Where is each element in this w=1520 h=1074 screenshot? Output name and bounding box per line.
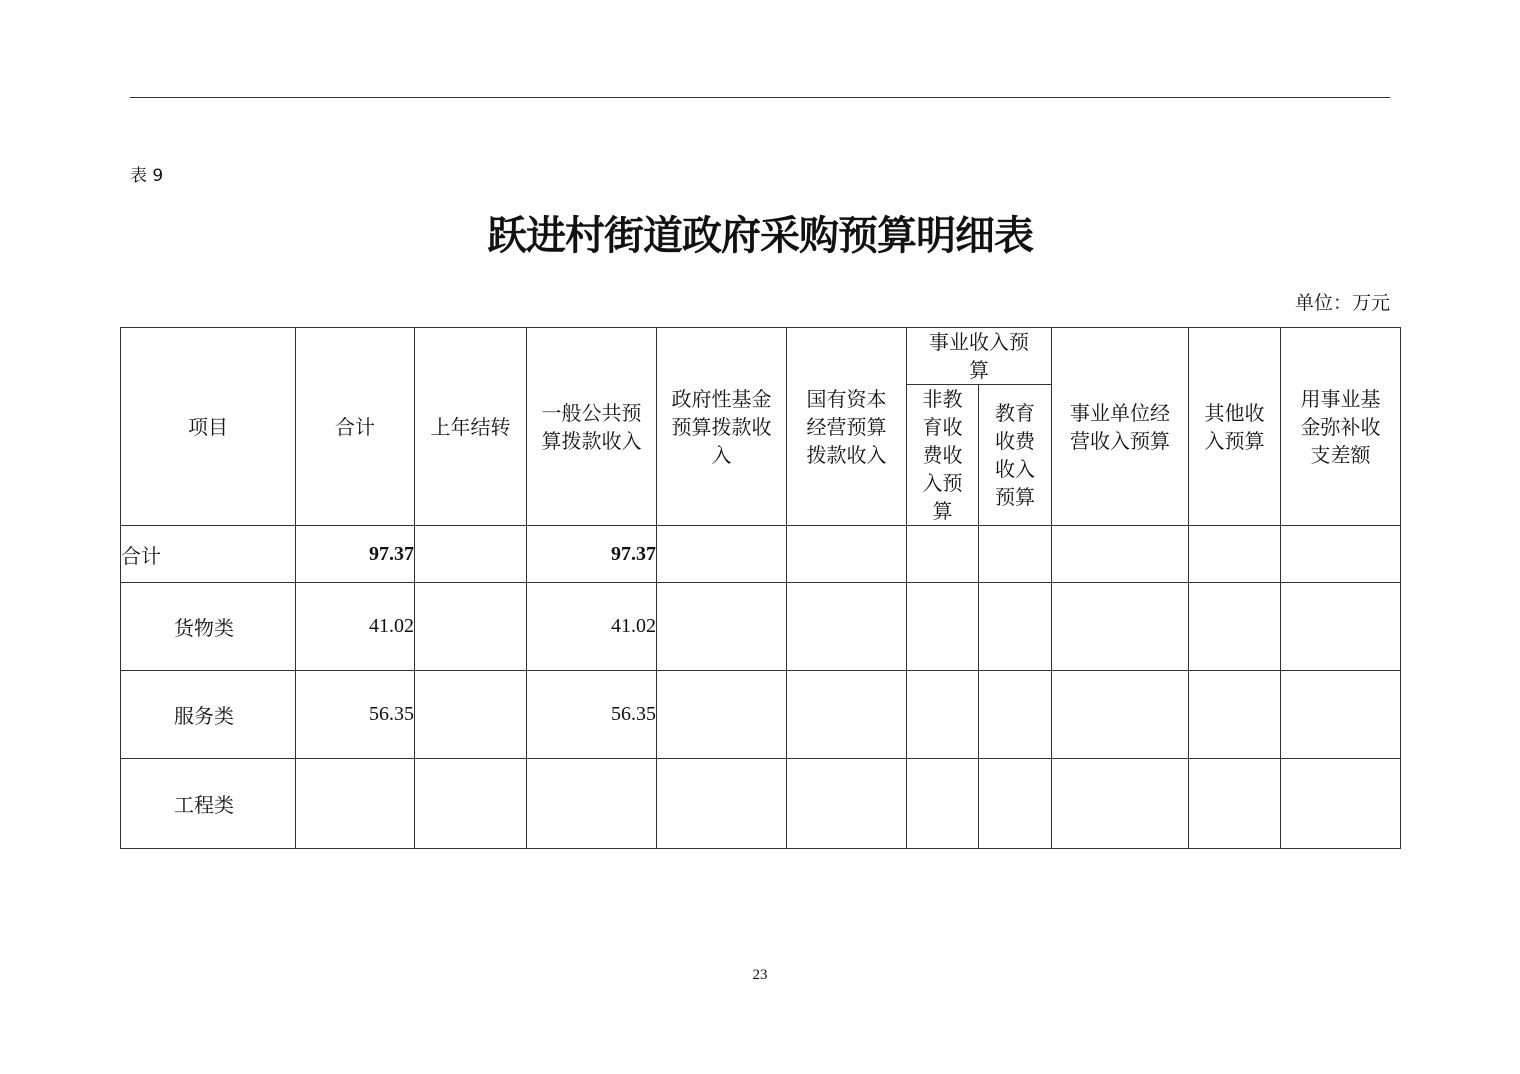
cell-item: 货物类 xyxy=(121,583,296,671)
cell-state-capital xyxy=(787,526,907,583)
cell-carryover xyxy=(415,759,527,849)
cell-general-public: 56.35 xyxy=(527,671,657,759)
cell-fund-offset xyxy=(1281,583,1401,671)
cell-other xyxy=(1189,759,1281,849)
cell-other xyxy=(1189,526,1281,583)
cell-fund-offset xyxy=(1281,759,1401,849)
cell-operating xyxy=(1052,583,1189,671)
cell-gov-fund xyxy=(657,526,787,583)
cell-edu-fee xyxy=(979,759,1052,849)
table-row xyxy=(121,583,1401,671)
cell-state-capital xyxy=(787,583,907,671)
cell-fund-offset xyxy=(1281,526,1401,583)
cell-total xyxy=(296,759,415,849)
header-state-capital: 国有资本经营预算拨款收入 xyxy=(787,328,907,526)
cell-operating xyxy=(1052,526,1189,583)
cell-carryover xyxy=(415,583,527,671)
header-general-public: 一般公共预算拨款收入 xyxy=(527,328,657,526)
header-non-edu-fee: 非教育收费收入预算 xyxy=(907,385,979,526)
page-title: 跃进村街道政府采购预算明细表 xyxy=(487,213,1033,259)
header-total: 合计 xyxy=(296,328,415,526)
cell-non-edu-fee xyxy=(907,583,979,671)
cell-total: 56.35 xyxy=(296,671,415,759)
cell-item: 服务类 xyxy=(121,671,296,759)
header-carryover: 上年结转 xyxy=(415,328,527,526)
cell-non-edu-fee xyxy=(907,671,979,759)
cell-general-public: 41.02 xyxy=(527,583,657,671)
cell-other xyxy=(1189,671,1281,759)
header-fund-offset: 用事业基金弥补收支差额 xyxy=(1281,328,1401,526)
cell-fund-offset xyxy=(1281,671,1401,759)
cell-non-edu-fee xyxy=(907,526,979,583)
header-gov-fund: 政府性基金预算拨款收入 xyxy=(657,328,787,526)
page-number: 23 xyxy=(752,967,768,983)
header-rule xyxy=(130,97,1390,98)
header-operating: 事业单位经营收入预算 xyxy=(1052,328,1189,526)
cell-operating xyxy=(1052,759,1189,849)
cell-state-capital xyxy=(787,759,907,849)
table-row xyxy=(121,526,1401,583)
cell-edu-fee xyxy=(979,526,1052,583)
cell-non-edu-fee xyxy=(907,759,979,849)
header-other: 其他收入预算 xyxy=(1189,328,1281,526)
table-row xyxy=(121,759,1401,849)
table-row xyxy=(121,671,1401,759)
cell-general-public: 97.37 xyxy=(527,526,657,583)
budget-table xyxy=(120,327,1401,849)
cell-item: 合计 xyxy=(121,526,296,583)
table-label: 表 9 xyxy=(130,166,164,186)
cell-edu-fee xyxy=(979,583,1052,671)
cell-total: 41.02 xyxy=(296,583,415,671)
cell-other xyxy=(1189,583,1281,671)
cell-carryover xyxy=(415,671,527,759)
cell-item: 工程类 xyxy=(121,759,296,849)
cell-gov-fund xyxy=(657,759,787,849)
header-edu-fee: 教育收费收入预算 xyxy=(979,385,1052,526)
cell-edu-fee xyxy=(979,671,1052,759)
header-item: 项目 xyxy=(121,328,296,526)
cell-state-capital xyxy=(787,671,907,759)
cell-general-public xyxy=(527,759,657,849)
cell-gov-fund xyxy=(657,671,787,759)
cell-total: 97.37 xyxy=(296,526,415,583)
unit-label: 单位：万元 xyxy=(1294,292,1390,314)
cell-gov-fund xyxy=(657,583,787,671)
cell-operating xyxy=(1052,671,1189,759)
header-undertaking-group: 事业收入预算 xyxy=(907,328,1052,385)
cell-carryover xyxy=(415,526,527,583)
